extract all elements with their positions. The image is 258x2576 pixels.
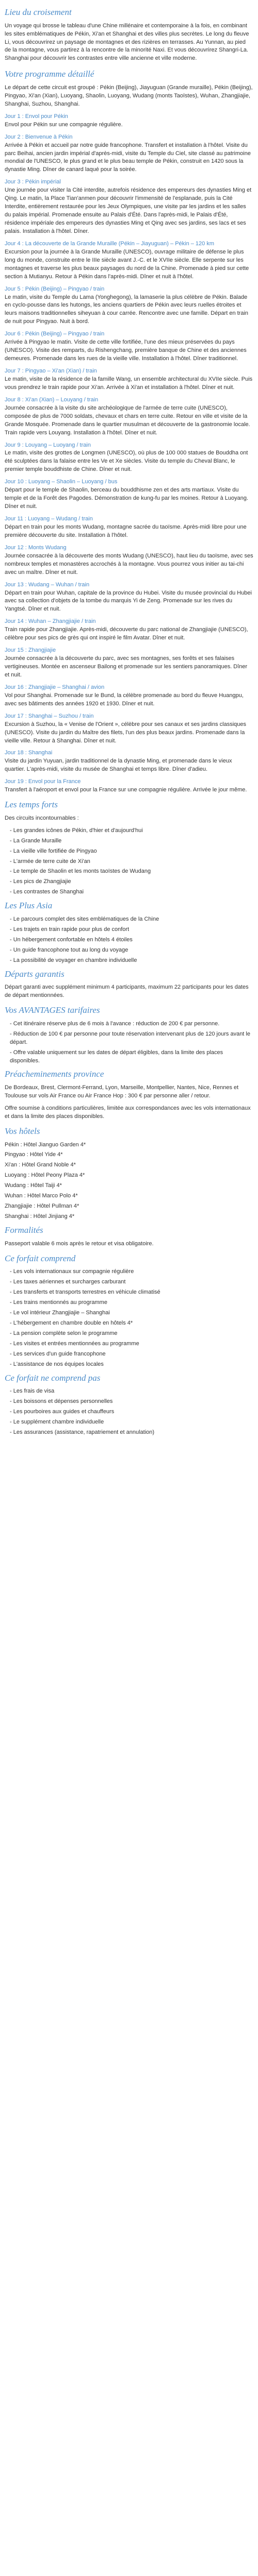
- prestations-text: De Bordeaux, Brest, Clermont-Ferrand, Lyon, Marseille, Montpellier, Nantes, Nice, Rennes et Toulouse sur vols Air France ou Air France Hop : 300 € par personne aller / retour.: [5, 1084, 239, 1099]
- tarif-section: [5, 1252, 253, 1369]
- hotel-item: Wuhan : Hôtel Marco Polo 4*: [5, 1193, 78, 1199]
- excluded-item: - Les frais de visa: [10, 1387, 253, 1396]
- day-title: Jour 12 : Monts Wudang: [5, 544, 67, 551]
- hotel-item: Zhangjiajie : Hôtel Pullman 4*: [5, 1203, 79, 1210]
- included-item: - La pension complète selon le programme: [10, 1330, 253, 1338]
- day-item: [5, 330, 253, 363]
- day-body: Visite du jardin Yuyuan, jardin traditionnel de la dynastie Ming, et promenade dans le vieux quartier. L'après-midi, visite du musée de Shanghai et temps libre. Dîner d'adieu.: [5, 758, 232, 773]
- hotels-list: [5, 1141, 253, 1222]
- excluded-item: - Les pourboires aux guides et chauffeurs: [10, 1408, 253, 1416]
- depart-title: Départs garantis: [5, 969, 64, 979]
- plus-item: - Le parcours complet des sites emblématiques de la Chine: [10, 916, 253, 924]
- tarif-title: Ce forfait comprend: [5, 1253, 76, 1263]
- plus-item: - Un guide francophone tout au long du voyage: [10, 946, 253, 955]
- day-body: Excursion pour la journée à la Grande Muraille (UNESCO), ouvrage militaire de défense le plus long du monde, construite entre le IIIe siècle avant J.-C. et le XVIIe siècle. Elle serpente sur les montagnes et traverse les plus beaux paysages du nord de la Chine. Promenade à pied sur cette section à Mutianyu. Retour à Pékin dans l'après-midi. Dîner et nuit à l'hôtel.: [5, 248, 249, 280]
- highlight-item: - Les pics de Zhangjiajie: [10, 878, 253, 886]
- day-title: Jour 15 : Zhangjiajie: [5, 647, 56, 654]
- programme-section: [5, 68, 253, 794]
- tarif-list: [5, 1268, 253, 1368]
- included-item: - Les transferts et transports terrestres en véhicule climatisé: [10, 1289, 253, 1297]
- day-item: [5, 647, 253, 680]
- day-item: [5, 113, 253, 129]
- included-item: - Les trains mentionnés au programme: [10, 1299, 253, 1307]
- day-body: Vol pour Shanghai. Promenade sur le Bund, la célèbre promenade au bord du fleuve Huangpu, avec ses bâtiments des années 1920 et 1930. Dîner et nuit.: [5, 692, 244, 707]
- day-item: [5, 544, 253, 577]
- included-item: - L'hébergement en chambre double en hôtels 4*: [10, 1319, 253, 1328]
- day-item: [5, 240, 253, 281]
- day-title: Jour 13 : Wudang – Wuhan / train: [5, 581, 90, 588]
- day-item: [5, 684, 253, 708]
- highlight-item: - Les contrastes de Shanghai: [10, 888, 253, 896]
- prestations-note: Offre soumise à conditions particulières, limitée aux correspondances avec les vols internationaux et dans la limite des places disponibles.: [5, 1105, 251, 1120]
- depart-text: Départ garanti avec supplément minimum 4 participants, maximum 22 participants pour les dates de départ mentionnées.: [5, 984, 249, 999]
- included-item: - Les services d'un guide francophone: [10, 1350, 253, 1359]
- intro-title: Lieu du croisement: [5, 7, 72, 17]
- included-item: - Les taxes aériennes et surcharges carburant: [10, 1278, 253, 1286]
- included-item: - L'assistance de nos équipes locales: [10, 1361, 253, 1369]
- day-item: [5, 515, 253, 540]
- day-item: [5, 178, 253, 236]
- intro-section: [5, 6, 253, 63]
- asie-title: Les Plus Asia: [5, 901, 53, 911]
- day-title: Jour 7 : Pingyao – Xi'an (Xian) / train: [5, 368, 97, 375]
- day-body: Le matin, visite du Temple du Lama (Yonghegong), la lamaserie la plus célèbre de Pékin. Balade en cyclo-pousse dans les hutongs, les anciens quartiers de Pékin avec leurs ruelles étroites et leurs maisons traditionnelles siheyuan à cour carrée. Rencontre avec une famille. Départ en train de nuit pour Pingyao. Nuit à bord.: [5, 294, 249, 325]
- day-body: Envol pour Pékin sur une compagnie régulière.: [5, 121, 123, 128]
- intro-text: Un voyage qui brosse le tableau d'une Chine millénaire et contemporaine à la fois, en combinant les sites emblématiques de Pékin, Xi'an et Shanghai et des villes plus secrètes. Le long du fleuve Li, vous découvrirez un paysage de montagnes et des rizières en terrasses. Au Yunnan, au pied de la montagne, vous partirez à la rencontre de la minorité Naxi. Et vous découvrirez Shangri-La. Shanghai pour découvrir les contrastes entre ville ancienne et ville moderne.: [5, 22, 249, 62]
- hotel-item: Xi'an : Hôtel Grand Noble 4*: [5, 1162, 76, 1168]
- plus-item: - Les trajets en train rapide pour plus de confort: [10, 926, 253, 934]
- day-body: Le matin, visite des grottes de Longmen (UNESCO), où plus de 100 000 statues de Bouddha ont été sculptées dans la falaise entre les Ve et Xe siècles. Visite du temple du Cheval Blanc, le premier temple bouddhiste de Chine. Dîner et nuit.: [5, 450, 248, 473]
- programme-title: Votre programme détaillé: [5, 69, 94, 79]
- prestations-section: [5, 1068, 253, 1121]
- day-title: Jour 11 : Luoyang – Wudang / train: [5, 516, 93, 522]
- highlight-item: - Les grandes icônes de Pékin, d'hier et d'aujourd'hui: [10, 827, 253, 835]
- day-body: Départ en train pour les monts Wudang, montagne sacrée du taoïsme. Après-midi libre pour une première découverte du site. Installation à l'hôtel.: [5, 523, 247, 538]
- included-item: - Les visites et entrées mentionnées au programme: [10, 1340, 253, 1348]
- day-title: Jour 6 : Pékin (Beijing) – Pingyao / train: [5, 331, 105, 337]
- included-item: - Le vol intérieur Zhangjiajie – Shanghai: [10, 1309, 253, 1317]
- depart-section: [5, 968, 253, 1001]
- highlight-item: - Le temple de Shaolin et les monts taoïstes de Wudang: [10, 868, 253, 876]
- highlight-item: - La Grande Muraille: [10, 837, 253, 845]
- dates-list: [5, 827, 253, 897]
- day-body: Transfert à l'aéroport et envol pour la France sur une compagnie régulière. Arrivée le jour même.: [5, 787, 247, 793]
- day-title: Jour 17 : Shanghai – Suzhou / train: [5, 713, 94, 719]
- prestations-title: Préacheminements province: [5, 1069, 104, 1079]
- day-body: Train rapide pour Zhangjiajie. Après-midi, découverte du parc national de Zhangjiajie (UNESCO), célèbre pour ses pics de grès qui ont inspiré le film Avatar. Dîner et nuit.: [5, 626, 248, 641]
- advantage-item: - Offre valable uniquement sur les dates de départ éligibles, dans la limite des places disponibles.: [10, 1049, 253, 1065]
- day-title: Jour 9 : Louyang – Luoyang / train: [5, 442, 91, 448]
- day-item: [5, 618, 253, 642]
- day-list: [5, 113, 253, 794]
- day-body: Excursion à Suzhou, la « Venise de l'Orient », célèbre pour ses canaux et ses jardins classiques (UNESCO). Visite du jardin du Maître des filets, l'un des plus beaux jardins. Promenade dans la vieille ville. Retour à Shanghai. Dîner et nuit.: [5, 721, 247, 744]
- day-title: Jour 10 : Luoyang – Shaolin – Luoyang / bus: [5, 479, 118, 485]
- day-title: Jour 5 : Pékin (Beijing) – Pingyao / train: [5, 285, 105, 292]
- dates-title: Les temps forts: [5, 800, 58, 810]
- nontarif-list: [5, 1387, 253, 1437]
- day-body: Le matin, visite de la résidence de la famille Wang, un ensemble architectural du XVIIe siècle. Puis vous prendrez le train rapide pour Xi'an. Arrivée à Xi'an et installation à l'hôtel. Dîner et nuit.: [5, 376, 253, 391]
- dates-intro: Des circuits incontournables :: [5, 815, 79, 821]
- day-item: [5, 133, 253, 175]
- asie-section: [5, 900, 253, 964]
- plus-item: - La possibilité de voyager en chambre individuelle: [10, 957, 253, 965]
- day-title: Jour 18 : Shanghai: [5, 750, 53, 756]
- day-item: [5, 285, 253, 327]
- avantages-section: [5, 1004, 253, 1065]
- hotel-item: Shanghai : Hôtel Jinjiang 4*: [5, 1213, 75, 1220]
- day-item: [5, 749, 253, 774]
- avantages-title: Vos AVANTAGES tarifaires: [5, 1005, 100, 1015]
- advantage-item: - Cet itinéraire réserve plus de 6 mois à l'avance : réduction de 200 € par personne.: [10, 1020, 253, 1028]
- avantages-list: [5, 1020, 253, 1065]
- excluded-item: - Le supplément chambre individuelle: [10, 1418, 253, 1427]
- day-item: [5, 581, 253, 614]
- hotel-item: Pingyao : Hôtel Yide 4*: [5, 1151, 63, 1158]
- included-item: - Les vols internationaux sur compagnie régulière: [10, 1268, 253, 1276]
- day-item: [5, 396, 253, 437]
- hotel-item: Wudang : Hôtel Taiji 4*: [5, 1182, 62, 1189]
- day-title: Jour 14 : Wuhan – Zhangjiajie / train: [5, 618, 96, 625]
- hotel-item: Pékin : Hôtel Jianguo Garden 4*: [5, 1141, 86, 1148]
- plus-item: - Un hébergement confortable en hôtels 4 étoiles: [10, 936, 253, 944]
- day-title: Jour 1 : Envol pour Pékin: [5, 113, 68, 120]
- day-body: Journée consacrée à la visite du site archéologique de l'armée de terre cuite (UNESCO), composée de plus de 7000 soldats, chevaux et chars en terre cuite. Retour en ville et visite de la Grande Mosquée. Promenade dans le quartier musulman et découverte de la gastronomie locale. Train rapide vers Louyang. Installation à l'hôtel. Dîner et nuit.: [5, 404, 250, 436]
- day-item: [5, 778, 253, 794]
- advantage-item: - Réduction de 100 € par personne pour toute réservation intervenant plus de 120 jours avant le départ.: [10, 1030, 253, 1047]
- day-body: Journée consacrée à la découverte du parc, avec ses montagnes, ses forêts et ses falaises vertigineuses. Montée en ascenseur Bailong et promenade sur les sentiers panoramiques. Dîner et nuit.: [5, 655, 248, 678]
- day-title: Jour 2 : Bienvenue à Pékin: [5, 133, 73, 140]
- day-body: Journée consacrée à la découverte des monts Wudang (UNESCO), haut lieu du taoïsme, avec ses nombreux temples et monastères accrochés à la montagne. Vous pourrez vous initier au tai-chi avec un maître. Dîner et nuit.: [5, 552, 253, 575]
- day-title: Jour 19 : Envol pour la France: [5, 778, 81, 785]
- day-item: [5, 478, 253, 511]
- programme-subtitle: Le départ de cette circuit est groupé : Pékin (Beijing), Jiayuguan (Grande muraille), Pékin (Beijing), Pingyao, Xi'an (Xian), Luoyang, Shaolin, Luoyang, Wudang (monts Taoïstes), Wuhan, Zhangjiajie, Shanghai, Suzhou, Shanghai.: [5, 84, 253, 107]
- day-body: Arrivée à Pékin et accueil par notre guide francophone. Transfert et installation à l'hôtel. Visite du parc Beihai, ancien jardin impérial d'après-midi, visite du Temple du Ciel, site classé au patrimoine mondial de l'UNESCO, le plus grand et le plus beau temple de Pékin, construit en 1420 sous la dynastie Ming. Dîner de canard laqué pour la soirée.: [5, 142, 251, 173]
- day-body: Arrivée à Pingyao le matin. Visite de cette ville fortifiée, l'une des mieux préservées du pays (UNESCO). Visite des remparts, du Rishengchang, première banque de Chine et des anciennes demeures. Promenade dans les rues de la vieille ville. Installation à l'hôtel. Dîner traditionnel.: [5, 339, 247, 362]
- day-title: Jour 4 : La découverte de la Grande Muraille (Pékin – Jiayuguan) – Pékin – 120 km: [5, 240, 215, 247]
- dates-section: [5, 799, 253, 896]
- day-title: Jour 16 : Zhangjiajie – Shanghai / avion: [5, 684, 105, 690]
- highlight-item: - La vieille ville fortifiée de Pingyao: [10, 848, 253, 856]
- day-item: [5, 442, 253, 474]
- day-item: [5, 367, 253, 392]
- excluded-item: - Les boissons et dépenses personnelles: [10, 1398, 253, 1406]
- excluded-item: - Les assurances (assistance, rapatriement et annulation): [10, 1429, 253, 1437]
- hotel-item: Luoyang : Hôtel Peony Plaza 4*: [5, 1172, 85, 1179]
- formalites-section: [5, 1224, 253, 1248]
- day-body: Départ pour le temple de Shaolin, berceau du bouddhisme zen et des arts martiaux. Visite du temple et de la Forêt des Pagodes. Démonstration de kung-fu par les moines. Retour à Luoyang. Dîner et nuit.: [5, 487, 249, 510]
- day-body: Une journée pour visiter la Cité interdite, autrefois résidence des empereurs des dynasties Ming et Qing. Le matin, la Place Tian'anmen pour découvrir l'immensité de l'esplanade, puis la Cité Interdite, entièrement restaurée pour les Jeux Olympiques, une visite par les jardins et les salles du palais impérial. Promenade ensuite au Palais d'Été. Dans l'après-midi, le Palais d'Été, résidence impériale des empereurs des dynasties Ming et Qing avec ses jardins, ses lacs et ses palais. Installation à l'hôtel. Dîner.: [5, 187, 252, 234]
- day-title: Jour 8 : Xi'an (Xian) – Louyang / train: [5, 396, 99, 403]
- hotels-section: [5, 1125, 253, 1221]
- nontarif-section: [5, 1372, 253, 1437]
- day-item: [5, 713, 253, 745]
- asie-list: [5, 916, 253, 965]
- day-body: Départ en train pour Wuhan, capitale de la province du Hubei. Visite du musée provincial du Hubei avec sa collection d'objets de la tombe du marquis Yi de Zeng. Promenade sur les rives du Yangtsé. Dîner et nuit.: [5, 589, 252, 613]
- formalites-title: Formalités: [5, 1225, 43, 1235]
- formalites-text: Passeport valable 6 mois après le retour et visa obligatoire.: [5, 1240, 154, 1247]
- hotels-title: Vos hôtels: [5, 1126, 40, 1136]
- highlight-item: - L'armée de terre cuite de Xi'an: [10, 858, 253, 866]
- nontarif-title: Ce forfait ne comprend pas: [5, 1372, 101, 1383]
- day-title: Jour 3 : Pékin impérial: [5, 179, 61, 185]
